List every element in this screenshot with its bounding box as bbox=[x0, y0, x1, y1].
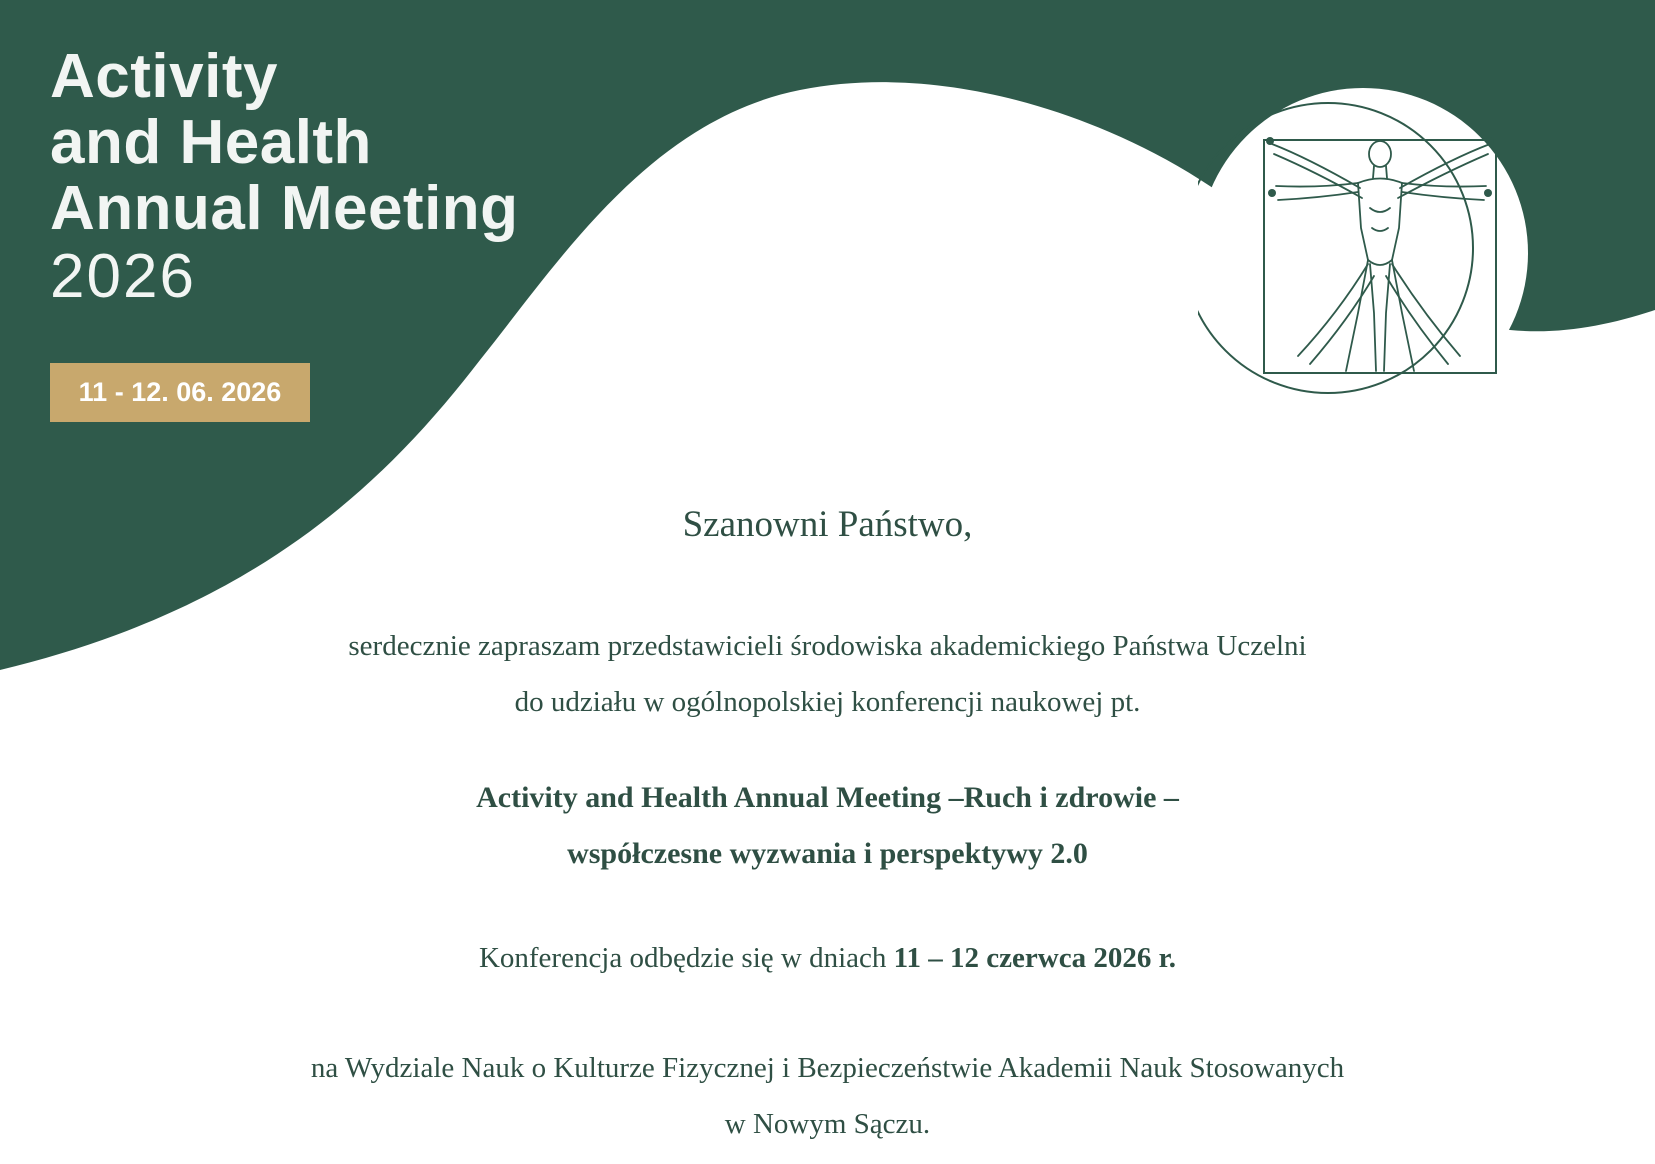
invitation-paragraph bbox=[0, 618, 1655, 730]
event-title-line: and Health bbox=[50, 108, 372, 177]
event-title-block bbox=[50, 44, 519, 310]
vitruvian-man-icon bbox=[1198, 88, 1528, 418]
event-title-line: Activity bbox=[50, 42, 278, 111]
date-sentence-prefix: Konferencja odbędzie się w dniach bbox=[478, 942, 894, 974]
event-title-line: Annual Meeting bbox=[50, 174, 519, 243]
invitation-line: do udziału w ogólnopolskiej konferencji naukowej pt. bbox=[514, 686, 1141, 718]
conference-title-line: Activity and Health Annual Meeting –Ruch i zdrowie – bbox=[476, 781, 1179, 814]
conference-title bbox=[0, 770, 1655, 882]
venue-line: na Wydziale Nauk o Kulturze Fizycznej i Bezpieczeństwie Akademii Nauk Stosowanych bbox=[310, 1052, 1345, 1084]
conference-dates: 11 – 12 czerwca 2026 r. bbox=[893, 942, 1177, 974]
date-badge: 11 - 12. 06. 2026 bbox=[50, 363, 310, 422]
letter-greeting: Szanowni Państwo, bbox=[682, 504, 973, 545]
venue-line: w Nowym Sączu. bbox=[724, 1108, 931, 1140]
venue-paragraph bbox=[0, 1040, 1655, 1152]
conference-date-sentence bbox=[0, 933, 1655, 983]
invitation-line: serdecznie zapraszam przedstawicieli środowiska akademickiego Państwa Uczelni bbox=[348, 630, 1307, 662]
event-year: 2026 bbox=[50, 242, 196, 311]
conference-title-line: współczesne wyzwania i perspektywy 2.0 bbox=[567, 837, 1088, 870]
